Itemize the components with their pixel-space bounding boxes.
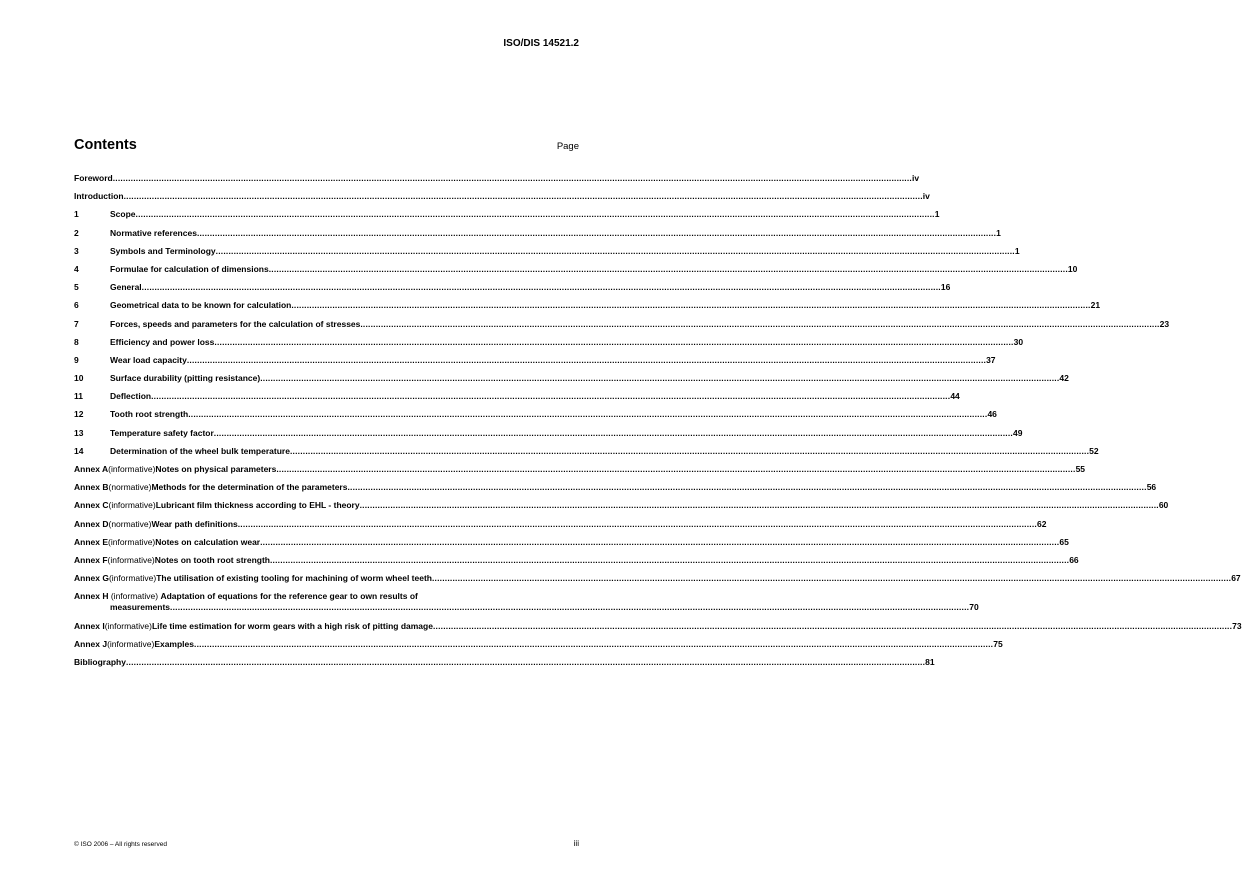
toc-entry[interactable]	[74, 554, 1079, 566]
toc-entry-title: Wear load capacity	[110, 354, 187, 365]
toc-entry-leader	[216, 246, 1015, 257]
toc-entry-title: Surface durability (pitting resistance)	[110, 373, 261, 384]
toc-entry-page: 56	[1146, 482, 1157, 493]
toc-entry-page: 49	[1013, 427, 1023, 438]
toc-entry-number: 6	[74, 300, 79, 311]
page-number: iii	[573, 839, 579, 848]
toc-entry-title: Symbols and Terminology	[110, 245, 216, 256]
toc-entry-prefix: Annex H	[74, 591, 109, 602]
toc-entry-leader	[260, 537, 1059, 548]
toc-entry-leader	[290, 446, 1089, 457]
toc-entry[interactable]	[74, 482, 1157, 493]
toc-entry-leader	[126, 657, 925, 668]
toc-entry-prefix: Annex G	[74, 573, 109, 584]
toc-entry-page: 1	[996, 227, 1001, 238]
toc-entry[interactable]	[74, 500, 1169, 511]
toc-entry[interactable]	[74, 445, 1099, 457]
toc-entry[interactable]	[74, 536, 1069, 548]
toc-entry-leader	[270, 555, 1069, 566]
toc-entry-leader	[360, 500, 1159, 511]
toc-entry-page: 55	[1075, 464, 1086, 474]
toc-entry[interactable]	[74, 263, 1078, 275]
toc-entry-prefix: Annex F	[74, 554, 108, 565]
toc-entry-title: Determination of the wheel bulk temperature	[110, 445, 290, 456]
toc-entry-leader	[136, 209, 935, 220]
toc-entry[interactable]	[74, 573, 1241, 584]
toc-entry-title: Efficiency and power loss	[110, 336, 215, 347]
toc-entry[interactable]	[74, 354, 996, 366]
toc-entry-line	[74, 602, 979, 613]
toc-entry-leader	[142, 282, 941, 293]
toc-entry-page: 16	[940, 282, 951, 293]
toc-entry-page: 75	[993, 638, 1003, 649]
toc-entry-title: Temperature safety factor	[110, 427, 214, 438]
toc-entry-number: 1	[74, 209, 79, 220]
toc-entry-prefix: Annex A	[74, 464, 109, 474]
toc-entry-leader	[187, 355, 986, 366]
toc-entry-prefix: Annex I	[74, 620, 105, 631]
toc-entry[interactable]	[74, 409, 997, 420]
toc-entry-annex-type: (normative)	[108, 482, 152, 493]
toc-entry-leader	[197, 228, 996, 239]
toc-entry[interactable]	[74, 209, 940, 220]
toc-entry-leader	[188, 409, 987, 420]
toc-entry-page: 70	[969, 602, 979, 613]
toc-entry-title: Examples	[154, 638, 195, 649]
toc-entry-page: 44	[950, 391, 960, 402]
toc-entry-annex-type: (informative)	[104, 620, 152, 631]
toc-entry-leader	[151, 391, 950, 402]
toc-entry-page: 10	[1067, 263, 1078, 274]
toc-entry-title: Deflection	[110, 391, 152, 402]
toc-entry-page: 37	[986, 354, 996, 365]
toc-entry-leader	[276, 464, 1075, 475]
toc-entry-prefix: Annex C	[74, 500, 109, 511]
toc-entry-page: 21	[1090, 300, 1101, 311]
toc-entry-prefix: Annex E	[74, 536, 109, 547]
toc-entry-title: Forces, speeds and parameters for the calculation of stresses	[110, 318, 361, 329]
toc-entry-title: Adaptation of equations for the reference gear to own results of	[160, 591, 418, 602]
toc-entry-leader	[194, 639, 993, 650]
toc-entry-title-continued: measurements	[110, 602, 171, 613]
toc-entry-annex-type: (informative)	[108, 464, 156, 474]
toc-entry-page: 65	[1059, 536, 1069, 547]
page-column-label: Page	[556, 141, 579, 152]
toc-entry-number: 3	[74, 245, 79, 256]
toc-entry-title: Geometrical data to be known for calculation	[110, 300, 292, 311]
toc-entry-title: Notes on physical parameters	[155, 464, 277, 474]
toc-entry-page: 46	[987, 409, 997, 420]
toc-entry-prefix: Annex J	[74, 638, 108, 649]
toc-entry-leader	[214, 337, 1013, 348]
toc-entry-leader	[214, 428, 1013, 439]
toc-entry-leader	[124, 191, 923, 202]
toc-entry-leader	[170, 602, 969, 613]
toc-entry-annex-type: (informative)	[108, 536, 156, 547]
toc-entry[interactable]	[74, 620, 1242, 632]
toc-entry-title: Scope	[110, 209, 136, 220]
toc-entry-number: 8	[74, 336, 79, 347]
toc-entry[interactable]	[74, 464, 1086, 475]
toc-entry-page: 66	[1069, 554, 1079, 565]
toc-entry-leader	[260, 373, 1059, 384]
toc-entry-prefix: Foreword	[74, 173, 113, 183]
toc-entry[interactable]	[74, 282, 951, 293]
toc-entry-title: Notes on calculation wear	[155, 536, 261, 547]
toc-entry-title: Life time estimation for worm gears with a high risk of pitting damage	[151, 620, 433, 631]
toc-entry-leader	[433, 621, 1232, 632]
toc-entry-number: 4	[74, 263, 79, 274]
toc-entry-number: 10	[74, 373, 84, 384]
toc-entry[interactable]	[74, 391, 960, 402]
toc-entry-prefix: Annex B	[74, 482, 109, 493]
toc-entry-number: 9	[74, 354, 79, 365]
toc-entry[interactable]	[74, 300, 1101, 311]
toc-entry[interactable]	[74, 591, 979, 613]
toc-entry-prefix: Annex D	[74, 518, 109, 529]
toc-entry[interactable]	[74, 336, 1024, 348]
toc-entry-page: 73	[1232, 620, 1242, 631]
toc-entry-page: 67	[1231, 573, 1241, 584]
toc-entry-line	[74, 591, 580, 602]
toc-entry-annex-type: (normative)	[108, 518, 152, 529]
toc-entry[interactable]	[74, 245, 1020, 257]
toc-entry-page: 30	[1013, 336, 1024, 347]
toc-entry-number: 14	[74, 445, 84, 456]
toc-entry[interactable]	[74, 638, 1003, 650]
copyright-notice: © ISO 2006 – All rights reserved	[74, 841, 167, 848]
toc-entry-title: Notes on tooth root strength	[154, 554, 270, 565]
toc-entry-annex-type: (informative)	[107, 554, 155, 565]
toc-entry-page: 52	[1089, 445, 1099, 456]
toc-entry[interactable]	[74, 173, 920, 184]
toc-entry-number: 7	[74, 318, 79, 329]
table-of-contents	[74, 173, 1242, 675]
toc-entry-leader	[269, 264, 1068, 275]
toc-entry-annex-type: (informative)	[108, 500, 156, 511]
toc-entry-page: 1	[1014, 245, 1020, 256]
toc-entry-page: 60	[1158, 500, 1169, 511]
toc-entry-leader	[347, 482, 1146, 493]
toc-entry-title: Methods for the determination of the parameters	[151, 482, 348, 493]
toc-entry-number: 11	[74, 391, 83, 402]
toc-entry-page: 42	[1059, 373, 1069, 384]
toc-entry-page: 1	[934, 209, 940, 220]
document-id: ISO/DIS 14521.2	[503, 38, 579, 49]
toc-entry[interactable]	[74, 427, 1023, 439]
toc-entry-title: Lubricant film thickness according to EHL - theory	[155, 500, 360, 511]
toc-entry[interactable]	[74, 656, 935, 668]
toc-entry[interactable]	[74, 373, 1069, 384]
toc-entry-leader	[432, 573, 1231, 584]
toc-entry-annex-type: (informative)	[107, 638, 155, 649]
toc-entry-number: 5	[74, 282, 79, 293]
toc-entry-page: 81	[925, 656, 935, 667]
toc-entry-page: 62	[1036, 518, 1047, 529]
toc-entry-leader	[113, 173, 912, 184]
toc-entry-title: Tooth root strength	[110, 409, 189, 420]
toc-entry-page: iv	[911, 173, 920, 183]
toc-entry-title: Formulae for calculation of dimensions	[110, 263, 269, 274]
toc-entry-annex-type: (informative)	[108, 591, 161, 602]
toc-entry-title: Normative references	[110, 227, 197, 238]
toc-entry-prefix: Introduction	[74, 191, 124, 202]
toc-entry-leader	[360, 319, 1159, 330]
toc-entry-number: 2	[74, 227, 79, 238]
toc-entry-title: General	[110, 282, 142, 293]
toc-entry-number: 12	[74, 409, 84, 420]
toc-entry-title: Wear path definitions	[151, 518, 238, 529]
toc-entry-number: 13	[74, 427, 84, 438]
toc-entry[interactable]	[74, 518, 1047, 530]
toc-entry[interactable]	[74, 227, 1001, 239]
toc-entry[interactable]	[74, 318, 1170, 330]
toc-entry-leader	[238, 519, 1037, 530]
toc-entry-page: iv	[922, 191, 930, 202]
toc-entry-annex-type: (informative)	[108, 573, 157, 584]
toc-entry-prefix: Bibliography	[74, 656, 126, 667]
toc-entry-page: 23	[1159, 318, 1170, 329]
toc-entry-leader	[291, 300, 1090, 311]
toc-entry[interactable]	[74, 191, 930, 202]
toc-entry-title: The utilisation of existing tooling for machining of worm wheel teeth	[156, 573, 432, 584]
contents-heading: Contents	[74, 137, 137, 153]
